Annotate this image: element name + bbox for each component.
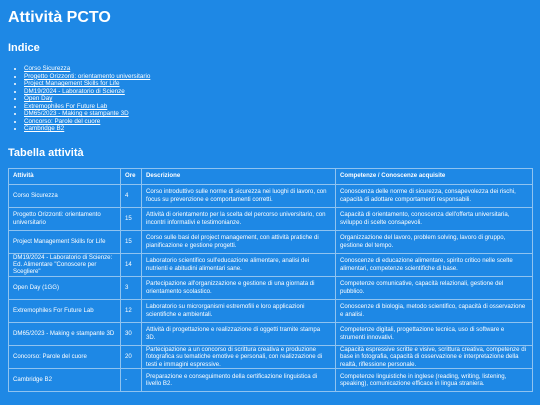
header-description: Descrizione [142,168,336,184]
index-link-extremophiles[interactable]: Extremophiles For Future Lab [24,102,108,110]
cell-hours: 15 [121,230,142,253]
index-item [24,73,532,81]
cell-description: Laboratorio scientifico sull'educazione alimentare, analisi dei nutrienti e abitudini alimentari sane. [142,253,336,276]
table-row [9,253,533,276]
cell-activity: DM65/2023 - Making e stampante 3D [9,322,121,345]
cell-skills: Competenze linguistiche in inglese (reading, writing, listening, speaking), comunicazione efficace in lingua straniera. [336,368,533,391]
index-item [24,65,532,73]
index-list [8,65,532,133]
cell-hours: 12 [121,299,142,322]
index-link-parole-del-cuore[interactable]: Concorso: Parole del cuore [24,117,101,125]
table-row [9,322,533,345]
cell-skills: Competenze comunicative, capacità relazionali, gestione del pubblico. [336,276,533,299]
table-row [9,368,533,391]
cell-hours: 14 [121,253,142,276]
index-item [24,103,532,111]
cell-description: Laboratorio su microrganismi estremofili e loro applicazioni scientifiche e ambientali. [142,299,336,322]
table-row [9,184,533,207]
index-item [24,118,532,126]
table-header-row [9,168,533,184]
cell-hours: 30 [121,322,142,345]
cell-hours: 20 [121,345,142,368]
cell-skills: Conoscenze di biologia, metodo scientifico, capacità di osservazione e analisi. [336,299,533,322]
cell-description: Partecipazione all'organizzazione e gestione di una giornata di orientamento scolastico. [142,276,336,299]
cell-activity: Concorso: Parole del cuore [9,345,121,368]
table-row [9,230,533,253]
cell-description: Partecipazione a un concorso di scrittura creativa e produzione fotografica su tematiche emotive e personali, con realizzazione di testi e immagini espressive. [142,345,336,368]
index-link-dm19-2024[interactable]: DM19/2024 - Laboratorio di Scienze [24,87,125,95]
cell-description: Attività di orientamento per la scelta del percorso universitario, con incontri informativi e testimonianze. [142,207,336,230]
cell-hours: 15 [121,207,142,230]
cell-hours: 4 [121,184,142,207]
cell-hours: 3 [121,276,142,299]
index-item [24,88,532,96]
cell-description: Attività di progettazione e realizzazione di oggetti tramite stampa 3D. [142,322,336,345]
index-item [24,80,532,88]
cell-skills: Capacità di orientamento, conoscenza dell'offerta universitaria, sviluppo di scelte consapevoli. [336,207,533,230]
cell-activity: DM19/2024 - Laboratorio di Scienze: Ed. Alimentare "Conoscere per Scegliere" [9,253,121,276]
cell-hours: - [121,368,142,391]
cell-activity: Extremophiles For Future Lab [9,299,121,322]
cell-activity: Cambridge B2 [9,368,121,391]
index-link-cambridge-b2[interactable]: Cambridge B2 [24,125,65,132]
header-hours: Ore [121,168,142,184]
cell-skills: Capacità espressive scritte e visive, scrittura creativa, competenze di base in fotografia, capacità di osservazione e interpretazione della realtà, riflessione personale. [336,345,533,368]
cell-skills: Competenze digitali, progettazione tecnica, uso di software e strumenti innovativi. [336,322,533,345]
index-link-dm65-2023[interactable]: DM65/2023 - Making e stampante 3D [24,110,129,117]
table-row [9,207,533,230]
index-link-project-management[interactable]: Project Management Skills for Life [24,80,120,87]
cell-skills: Organizzazione del lavoro, problem solving, lavoro di gruppo, gestione del tempo. [336,230,533,253]
index-heading: Indice [8,42,40,54]
cell-description: Corso introduttivo sulle norme di sicurezza nei luoghi di lavoro, con focus su prevenzione e comportamenti corretti. [142,184,336,207]
activities-table [8,168,533,392]
cell-description: Preparazione e conseguimento della certificazione linguistica di livello B2. [142,368,336,391]
header-activity: Attività [9,168,121,184]
cell-activity: Corso Sicurezza [9,184,121,207]
table-row [9,299,533,322]
index-item [24,95,532,103]
index-link-corso-sicurezza[interactable]: Corso Sicurezza [24,65,71,72]
index-item [24,110,532,118]
cell-skills: Conoscenze di educazione alimentare, spirito critico nelle scelte alimentari, competenze scientifiche di base. [336,253,533,276]
index-link-open-day[interactable]: Open Day [24,95,53,102]
table-row [9,276,533,299]
index-item [24,125,532,133]
cell-activity: Project Management Skills for Life [9,230,121,253]
table-heading: Tabella attività [8,146,84,159]
index-link-progetto-orizzonti[interactable]: Progetto Orizzonti: orientamento universitario [24,72,151,80]
page-title: Attività PCTO [8,9,111,26]
header-skills: Competenze / Conoscenze acquisite [336,168,533,184]
cell-skills: Conoscenza delle norme di sicurezza, consapevolezza dei rischi, capacità di adottare comportamenti responsabili. [336,184,533,207]
table-row [9,345,533,368]
cell-activity: Open Day (1GG) [9,276,121,299]
cell-description: Corso sulle basi del project management, con attività pratiche di pianificazione e gestione progetti. [142,230,336,253]
cell-activity: Progetto Orizzonti: orientamento universitario [9,207,121,230]
